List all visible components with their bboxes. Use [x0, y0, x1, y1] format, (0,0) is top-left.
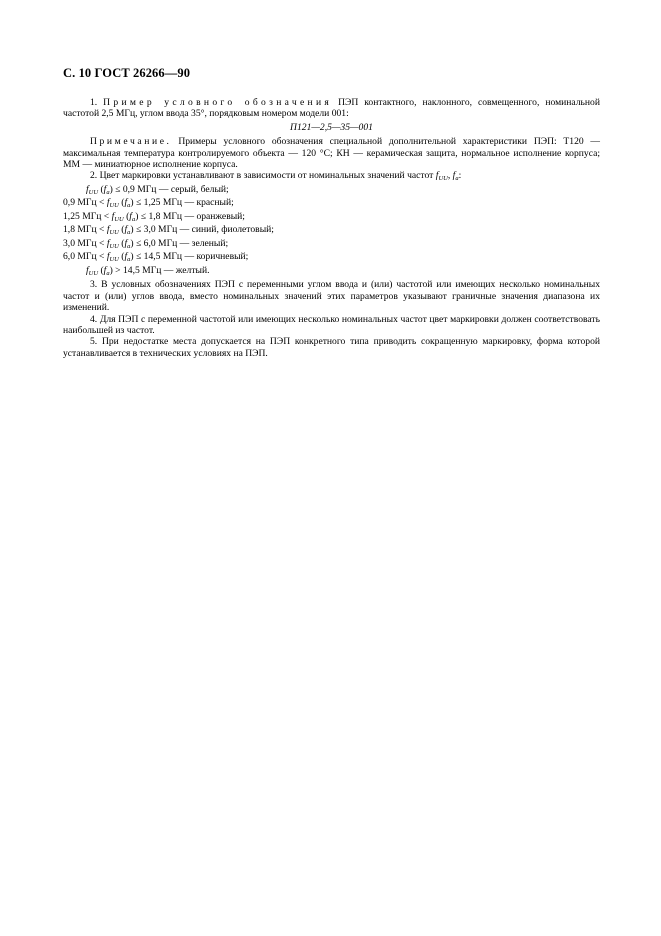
color-list-item: 3,0 МГц < $f_{UU}$ $(f_a) \le 6,0$ МГц — зеленый;: [63, 237, 229, 250]
document-body: [63, 97, 600, 359]
paragraph-item-4: 4. Для ПЭП с переменной частотой или имеющих несколько номинальных частот цвет маркировки должен соответствовать наибольшей из частот.: [63, 313, 600, 336]
note-text: Примеры условного обозначения специальной дополнительной характеристики ПЭП: Т120 — максимальная температура контролируемого объекта — 120 °С; КН — керамическая защита, нормальное исполнение корпуса; ММ — миниатюрное исполнение корпуса.: [63, 136, 600, 171]
freq-subscript: a: [127, 256, 131, 264]
paragraph-item-5: 5. При недостатке места допускается на ПЭП конкретного типа приводить сокращенную маркировку, форма которой устанавливается в технических условиях на ПЭП.: [63, 336, 600, 359]
item-2-intro-end: :: [458, 170, 462, 182]
freq-symbol: f: [111, 210, 115, 222]
paragraph-item-1: [63, 97, 600, 120]
designation-formula: П121—2,5—35—001: [290, 121, 373, 133]
page-header: С. 10 ГОСТ 26266—90: [63, 66, 191, 80]
range-color: > 14,5 МГц — желтый.: [112, 264, 210, 276]
freq-subscript: UU: [109, 256, 119, 264]
freq-symbol: f: [129, 210, 132, 222]
range-color: ≤ 6,0 МГц — зеленый;: [133, 237, 229, 249]
freq-subscript: UU: [88, 269, 99, 277]
color-list-item: 1,8 МГц < $f_{UU}$ $(f_a) \le 3,0$ МГц — синий, фиолетовый;: [63, 224, 274, 237]
freq-subscript: a: [127, 242, 131, 250]
freq-separator: ,: [447, 170, 451, 182]
freq-symbol: f: [124, 197, 128, 209]
color-list-item: $f_{UU}$ $(f_a) \le 0,9$ МГц — серый, белый;: [86, 183, 229, 196]
freq-subscript: UU: [109, 202, 119, 210]
freq-subscript: UU: [114, 215, 124, 223]
freq-symbol: f: [106, 224, 110, 236]
range-color: ≤ 1,8 МГц — оранжевый;: [138, 210, 245, 222]
item-1-number: 1.: [90, 97, 98, 108]
item-1-spaced-label: Пример условного обозначения: [103, 97, 333, 108]
freq-symbol: f: [124, 251, 128, 263]
range-color: ≤ 3,0 МГц — синий, фиолетовый;: [133, 224, 274, 236]
freq-symbol: f: [106, 251, 110, 263]
item-2-intro: 2. Цвет маркировки устанавливают в зависимости от номинальных значений частот: [90, 170, 434, 182]
range-lower: 6,0 МГц <: [63, 251, 107, 263]
range-lower: 1,8 МГц <: [63, 224, 107, 236]
freq-symbol: f: [435, 170, 439, 182]
item-1-text: ПЭП контактного, наклонного, совмещенного, номинальной частотой 2,5 МГц, углом ввода 35°, порядковым номером модели 001:: [63, 97, 600, 120]
freq-subscript: UU: [88, 188, 99, 196]
freq-subscript: a: [106, 269, 110, 277]
range-lower: 3,0 МГц <: [63, 237, 107, 249]
freq-subscript: a: [455, 175, 459, 183]
range-color: ≤ 1,25 МГц — красный;: [133, 197, 234, 209]
freq-symbol: f: [124, 237, 128, 249]
freq-symbol: f: [106, 237, 110, 249]
range-color: ≤ 14,5 МГц — коричневый;: [133, 251, 249, 263]
color-list: [63, 185, 600, 280]
freq-subscript: a: [127, 229, 131, 237]
color-list-item: $f_{UU}$ $(f_a) > 14,5$ МГц — желтый.: [86, 264, 210, 277]
range-color: ≤ 0,9 МГц — серый, белый;: [112, 183, 229, 195]
range-lower: 1,25 МГц <: [63, 210, 112, 222]
color-list-item: 6,0 МГц < $f_{UU}$ $(f_a) \le 14,5$ МГц — коричневый;: [63, 251, 249, 264]
color-list-item: 1,25 МГц < $f_{UU}$ $(f_a) \le 1,8$ МГц — оранжевый;: [63, 210, 245, 223]
freq-subscript: a: [127, 202, 131, 210]
paragraph-item-2: [63, 170, 600, 184]
note-paragraph: [63, 136, 600, 170]
freq-symbol: f: [103, 264, 107, 276]
paragraph-item-3: 3. В условных обозначениях ПЭП с переменными углом ввода и (или) частотой или имеющих несколько номинальных частот и (или) углов ввода, вместо номинальных значений этих параметров указывают граничные значения диапазона их изменений.: [63, 279, 600, 314]
range-lower: 0,9 МГц <: [63, 197, 107, 209]
freq-symbol: f: [103, 183, 107, 195]
freq-subscript: a: [106, 188, 110, 196]
freq-symbol: f: [86, 264, 89, 276]
freq-symbol: f: [124, 224, 128, 236]
freq-subscript: UU: [109, 242, 119, 250]
freq-symbol: f: [452, 170, 456, 182]
freq-subscript: a: [131, 215, 136, 223]
freq-subscript: UU: [438, 175, 448, 183]
color-list-item: 0,9 МГц < $f_{UU}$ $(f_a) \le 1,25$ МГц — красный;: [63, 197, 234, 210]
freq-subscript: UU: [109, 229, 119, 237]
note-label: Примечание.: [90, 136, 172, 148]
freq-symbol: f: [106, 197, 110, 209]
freq-symbol: f: [86, 183, 89, 195]
